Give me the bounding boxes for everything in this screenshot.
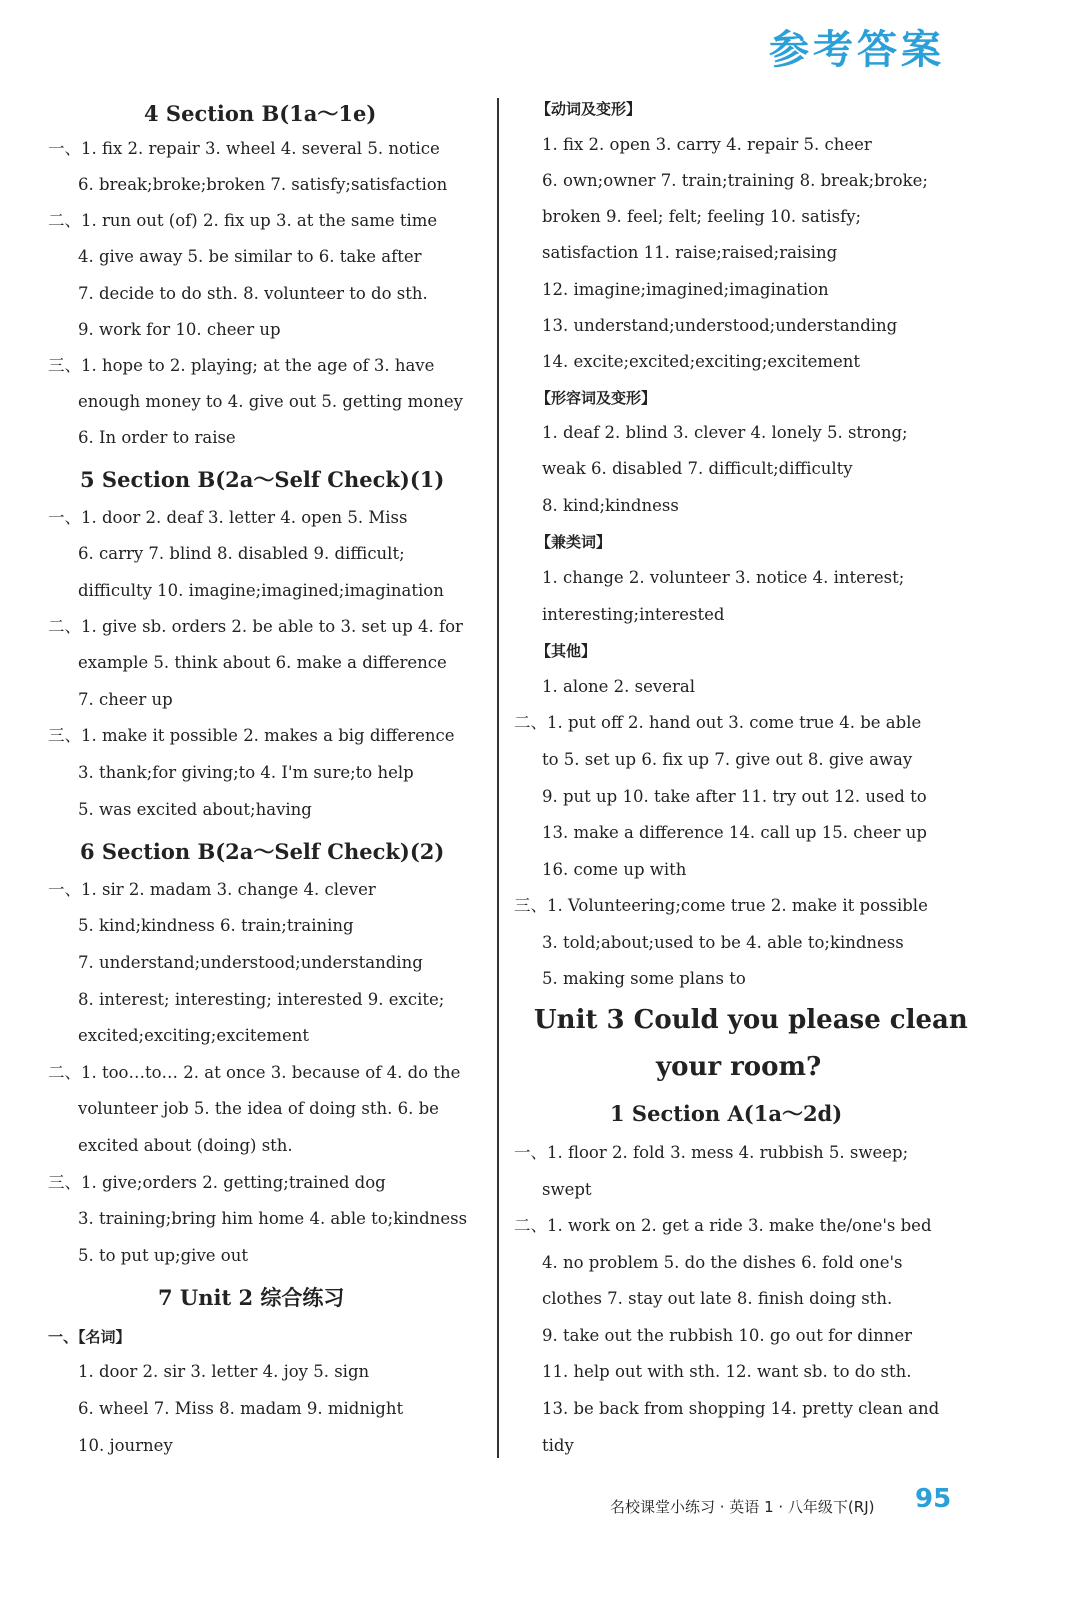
answer-line: 二、1. give sb. orders 2. be able to 3. set up 4. for [48,617,463,636]
answer-line: 5. making some plans to [542,969,746,988]
answer-line: 一、1. sir 2. madam 3. change 4. clever [48,880,376,899]
answer-line: 1. deaf 2. blind 3. clever 4. lonely 5. strong; [542,423,908,442]
answer-line: 二、1. put off 2. hand out 3. come true 4. be able [514,713,922,732]
answer-line: 16. come up with [542,860,687,879]
answer-line: 11. help out with sth. 12. want sb. to do sth. [542,1362,912,1381]
answer-line: broken 9. feel; felt; feeling 10. satisfy; [542,207,862,226]
answer-line: 一、1. fix 2. repair 3. wheel 4. several 5. notice [48,139,440,158]
section-6-title: 6 Section B(2a～Self Check)(2) [80,839,445,864]
answer-line: swept [542,1180,592,1199]
adjectives-heading: 【形容词及变形】 [536,389,657,407]
answer-line: 7. decide to do sth. 8. volunteer to do sth. [78,284,428,303]
answer-line: 6. wheel 7. Miss 8. madam 9. midnight [78,1399,404,1418]
answer-line: 二、1. too…to… 2. at once 3. because of 4. do the [48,1063,461,1082]
answer-line: 三、1. Volunteering;come true 2. make it possible [514,896,928,915]
answer-line: weak 6. disabled 7. difficult;difficulty [542,459,853,478]
answer-line: 6. In order to raise [78,428,236,447]
section-4-title: 4 Section B(1a～1e) [144,101,377,126]
answer-line: 6. own;owner 7. train;training 8. break;broke; [542,171,928,190]
answer-line: 5. kind;kindness 6. train;training [78,916,354,935]
answer-line: 12. imagine;imagined;imagination [542,280,829,299]
answer-line: 13. be back from shopping 14. pretty clean and [542,1399,940,1418]
answer-line: difficulty 10. imagine;imagined;imagination [78,581,444,600]
answer-line: 5. to put up;give out [78,1246,248,1265]
answer-line: example 5. think about 6. make a difference [78,653,447,672]
answer-line: 1. change 2. volunteer 3. notice 4. interest; [542,568,905,587]
answer-line: 一、1. floor 2. fold 3. mess 4. rubbish 5. sweep; [514,1143,909,1162]
answer-line: 8. interest; interesting; interested 9. excite; [78,990,445,1009]
answer-line: 3. thank;for giving;to 4. I'm sure;to help [78,763,414,782]
answer-line: 二、1. work on 2. get a ride 3. make the/one's bed [514,1216,932,1235]
answer-line: 1. alone 2. several [542,677,695,696]
answer-line: 3. told;about;used to be 4. able to;kindness [542,933,904,952]
answer-line: 5. was excited about;having [78,800,312,819]
answer-line: to 5. set up 6. fix up 7. give out 8. give away [542,750,913,769]
answer-line: satisfaction 11. raise;raised;raising [542,243,838,262]
answer-line: 3. training;bring him home 4. able to;kindness [78,1209,468,1228]
answer-line: 9. put up 10. take after 11. try out 12. used to [542,787,927,806]
answer-line: 4. give away 5. be similar to 6. take after [78,247,422,266]
answer-line: volunteer job 5. the idea of doing sth. 6. be [78,1099,439,1118]
answer-line: 13. make a difference 14. call up 15. cheer up [542,823,927,842]
page-number: 95 [915,1484,952,1514]
multi-class-heading: 【兼类词】 [536,533,612,551]
answer-line: 1. fix 2. open 3. carry 4. repair 5. cheer [542,135,872,154]
section-5-title: 5 Section B(2a～Self Check)(1) [80,467,445,492]
section-7-title: 7 Unit 2 综合练习 [158,1285,345,1310]
others-heading: 【其他】 [536,642,597,660]
answer-line: 三、1. give;orders 2. getting;trained dog [48,1173,386,1192]
answer-line: interesting;interested [542,605,725,624]
page-footer: 名校课堂小练习 · 英语 1 · 八年级下(RJ) [610,1498,875,1516]
answer-line: enough money to 4. give out 5. getting money [78,392,463,411]
verbs-heading: 【动词及变形】 [536,100,642,118]
answer-line: 9. take out the rubbish 10. go out for dinner [542,1326,913,1345]
answer-line: 8. kind;kindness [542,496,679,515]
answer-line: 7. cheer up [78,690,173,709]
answer-line: 4. no problem 5. do the dishes 6. fold one's [542,1253,903,1272]
answer-line: 10. journey [78,1436,173,1455]
nouns-heading: 一、【名词】 [48,1328,131,1346]
answer-line: 1. door 2. sir 3. letter 4. joy 5. sign [78,1362,370,1381]
unit-3-section-1-title: 1 Section A(1a～2d) [610,1101,843,1126]
page-header-title: 参考答案 [769,27,945,73]
answer-line: tidy [542,1436,574,1455]
column-divider [497,98,499,1458]
answer-line: 三、1. make it possible 2. makes a big difference [48,726,455,745]
answer-line: 6. carry 7. blind 8. disabled 9. difficult; [78,544,405,563]
answer-line: 一、1. door 2. deaf 3. letter 4. open 5. Miss [48,508,408,527]
unit-3-title-cont: your room? [656,1052,822,1082]
answer-line: 三、1. hope to 2. playing; at the age of 3. have [48,356,435,375]
answer-line: excited about (doing) sth. [78,1136,293,1155]
answer-line: excited;exciting;excitement [78,1026,309,1045]
answer-line: clothes 7. stay out late 8. finish doing sth. [542,1289,893,1308]
answer-line: 13. understand;understood;understanding [542,316,898,335]
answer-line: 6. break;broke;broken 7. satisfy;satisfaction [78,175,448,194]
answer-line: 9. work for 10. cheer up [78,320,281,339]
unit-3-title: Unit 3 Could you please clean [534,1005,968,1035]
answer-line: 二、1. run out (of) 2. fix up 3. at the same time [48,211,438,230]
answer-line: 7. understand;understood;understanding [78,953,423,972]
answer-line: 14. excite;excited;exciting;excitement [542,352,861,371]
